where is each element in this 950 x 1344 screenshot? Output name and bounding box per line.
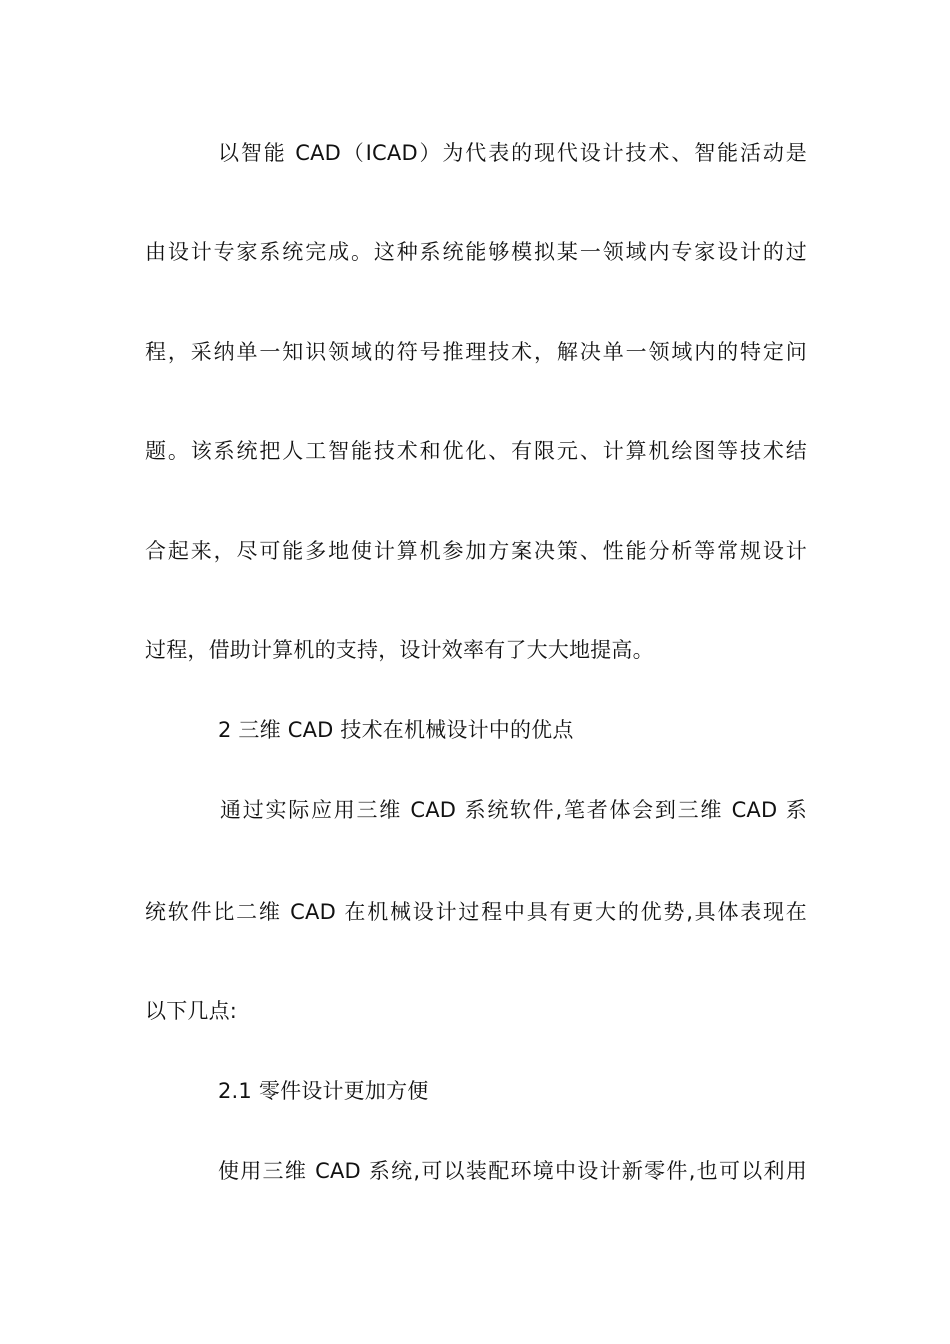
paragraph-2-line-1: 通过实际应用三维 CAD 系统软件,笔者体会到三维 CAD 系 <box>220 798 807 822</box>
paragraph-1-line-2: 由设计专家系统完成。这种系统能够模拟某一领域内专家设计的过 <box>145 240 807 264</box>
paragraph-3-line-1: 使用三维 CAD 系统,可以装配环境中设计新零件,也可以利用 <box>218 1159 807 1183</box>
paragraph-1-line-5: 合起来，尽可能多地使计算机参加方案决策、性能分析等常规设计 <box>145 539 807 563</box>
paragraph-1-line-3: 程，采纳单一知识领域的符号推理技术，解决单一领域内的特定问 <box>145 340 807 364</box>
paragraph-1-line-6: 过程，借助计算机的支持，设计效率有了大大地提高。 <box>145 638 654 662</box>
paragraph-1-line-4: 题。该系统把人工智能技术和优化、有限元、计算机绘图等技术结 <box>145 439 807 463</box>
section-heading-2-1: 2.1 零件设计更加方便 <box>218 1079 429 1103</box>
paragraph-1-line-1: 以智能 CAD（ICAD）为代表的现代设计技术、智能活动是 <box>218 141 807 165</box>
section-heading-2: 2 三维 CAD 技术在机械设计中的优点 <box>218 718 574 742</box>
paragraph-2-line-2: 统软件比二维 CAD 在机械设计过程中具有更大的优势,具体表现在 <box>145 900 807 924</box>
paragraph-2-line-3: 以下几点: <box>145 999 238 1023</box>
